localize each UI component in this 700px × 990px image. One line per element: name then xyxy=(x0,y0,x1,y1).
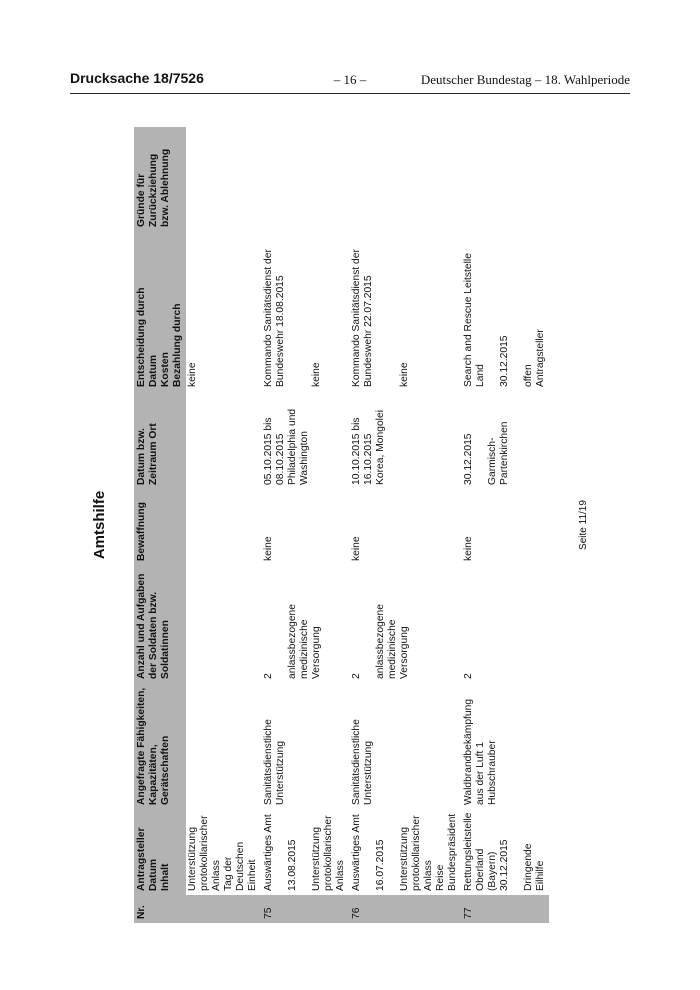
antragsteller-inhalt: Unterstützung protokollarischer Anlass xyxy=(311,815,346,891)
doc-num: 7526 xyxy=(172,70,204,86)
row-faehigkeiten xyxy=(186,683,261,809)
row-antragsteller xyxy=(186,809,261,895)
anzahl-count: 2 xyxy=(351,673,362,679)
row-antragsteller xyxy=(461,809,549,895)
zeitraum-datum: 05.10.2015 bis 08.10.2015 xyxy=(263,417,286,485)
header-rule xyxy=(70,93,630,94)
table-row xyxy=(186,127,261,923)
page-number: – 16 – xyxy=(333,72,367,87)
zeitraum-datum: 10.10.2015 bis 16.10.2015 xyxy=(351,417,374,485)
row-faehigkeiten: Sanitätsdienstliche Unterstützung xyxy=(351,719,374,805)
row-gruende xyxy=(261,127,349,231)
table-row xyxy=(461,127,549,923)
rotated-page xyxy=(90,125,610,925)
row-antragsteller xyxy=(261,809,349,895)
row-entscheidung xyxy=(186,231,261,391)
col-gruende: Gründe für Zurückziehung bzw. Ablehnung xyxy=(134,127,186,231)
row-bewaffnung xyxy=(186,489,261,565)
table-header-row xyxy=(134,127,186,923)
antragsteller-anlass: Reise Bundespräsident xyxy=(435,813,458,891)
row-bewaffnung: keine xyxy=(351,536,362,561)
antragsteller-inhalt: Unterstützung protokollarischer Anlass xyxy=(187,815,222,891)
row-gruende xyxy=(349,127,461,231)
row-gruende xyxy=(186,127,261,231)
amtshilfe-table xyxy=(134,127,549,923)
row-zeitraum xyxy=(349,391,461,489)
zeitraum-ort: Philadelphia und Washington xyxy=(287,408,310,485)
anzahl-count: 2 xyxy=(263,673,274,679)
row-gruende xyxy=(461,127,549,231)
row-faehigkeiten: Sanitätsdienstliche Unterstützung xyxy=(263,719,286,805)
row-zeitraum xyxy=(261,391,349,489)
entscheidung-stelle: Kommando Sanitätsdienst der Bundeswehr 22.07.2015 xyxy=(351,249,374,387)
row-bewaffnung: keine xyxy=(263,536,274,561)
antragsteller-name: Auswärtiges Amt xyxy=(351,814,362,891)
row-entscheidung xyxy=(261,231,349,391)
entscheidung-stelle: Kommando Sanitätsdienst der Bundeswehr 18.08.2015 xyxy=(263,249,286,387)
antragsteller-inhalt: Dringende Eilhilfe xyxy=(523,843,546,891)
zeitraum-ort: Garmisch-Partenkirchen xyxy=(487,421,510,485)
row-bewaffnung: keine xyxy=(463,536,474,561)
row-zeitraum xyxy=(186,391,261,489)
entscheidung-kosten: keine xyxy=(311,362,322,387)
entscheidung-kosten: keine xyxy=(399,362,410,387)
row-faehigkeiten: Waldbrandbekämpfung aus der Luft 1 Hubschrauber xyxy=(463,698,498,805)
anzahl-aufgabe: anlassbezogene medizinische Versorgung xyxy=(375,604,410,679)
row-anzahl xyxy=(349,565,461,683)
antragsteller-name: Rettungsleitstelle Oberland (Bayern) xyxy=(463,812,498,891)
antragsteller-datum: 16.07.2015 xyxy=(375,839,386,891)
col-anzahl: Anzahl und Aufgaben der Soldaten bzw. Soldatinnen xyxy=(134,565,186,683)
antragsteller-datum: 13.08.2015 xyxy=(287,839,298,891)
col-faehigkeiten: Angefragte Fähigkeiten, Kapazitäten, Gerätschaften xyxy=(134,683,186,809)
antragsteller-anlass: Tag der Deutschen Einheit xyxy=(223,841,258,891)
parliament-label: Deutscher Bundestag – 18. Wahlperiode xyxy=(420,72,630,87)
page-footer: Seite 11/19 xyxy=(578,500,589,550)
col-antragsteller: Antragsteller Datum Inhalt xyxy=(134,809,186,895)
entscheidung-kosten: keine xyxy=(187,362,198,387)
col-entscheidung: Entscheidung durch Datum Kosten Bezahlung durch xyxy=(134,231,186,391)
doc-label: Drucksache 18/ xyxy=(70,70,173,86)
zeitraum-ort: Korea, Mongolei xyxy=(375,410,386,485)
row-nr xyxy=(186,895,261,923)
row-entscheidung xyxy=(461,231,549,391)
entscheidung-datum: 30.12.2015 xyxy=(499,335,510,387)
col-nr: Nr. xyxy=(134,895,186,923)
entscheidung-kosten: offen xyxy=(523,364,534,387)
table-title: Amtshilfe xyxy=(91,490,108,560)
antragsteller-inhalt: Unterstützung protokollarischer Anlass xyxy=(399,815,434,891)
zeitraum-datum: 30.12.2015 xyxy=(463,433,474,485)
entscheidung-stelle: Search and Rescue Leitstelle Land xyxy=(463,253,486,387)
anzahl-count: 2 xyxy=(463,673,474,679)
col-zeitraum: Datum bzw. Zeitraum Ort xyxy=(134,391,186,489)
row-zeitraum xyxy=(461,391,549,489)
entscheidung-bezahlung: Antragsteller xyxy=(535,329,546,387)
anzahl-aufgabe: anlassbezogene medizinische Versorgung xyxy=(287,604,322,679)
antragsteller-datum: 30.12.2015 xyxy=(499,839,510,891)
table-row xyxy=(349,127,461,923)
row-nr: 75 xyxy=(261,895,349,923)
col-bewaffnung: Bewaffnung xyxy=(134,489,186,565)
antragsteller-name: Auswärtiges Amt xyxy=(263,814,274,891)
table-row xyxy=(261,127,349,923)
row-entscheidung xyxy=(349,231,461,391)
row-nr: 76 xyxy=(349,895,461,923)
row-anzahl xyxy=(461,565,549,683)
row-anzahl xyxy=(261,565,349,683)
row-anzahl xyxy=(186,565,261,683)
row-nr: 77 xyxy=(461,895,549,923)
row-antragsteller xyxy=(349,809,461,895)
